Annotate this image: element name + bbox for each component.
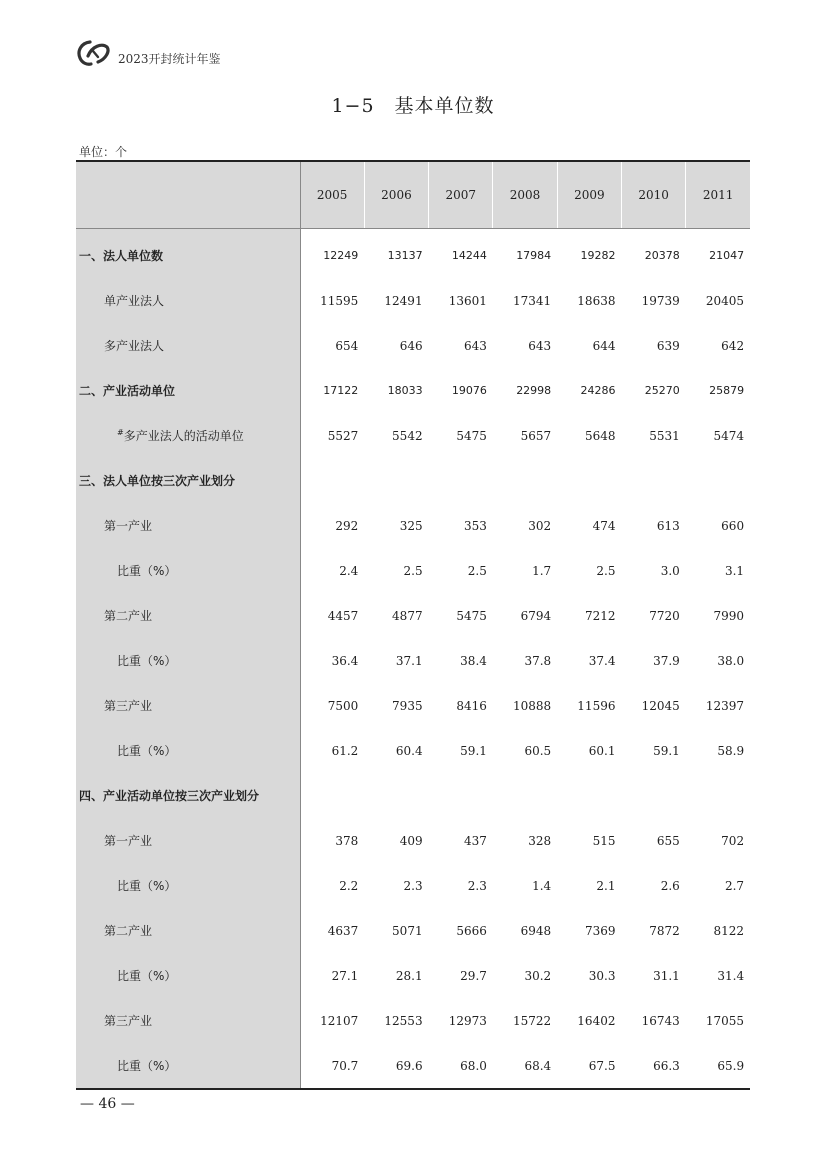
table-cell: 25270 <box>644 384 680 397</box>
table-cell: 4457 <box>327 608 359 623</box>
table-cell: 5527 <box>327 428 359 443</box>
row-label-text: 第一产业 <box>104 519 153 533</box>
table-cell <box>493 458 557 503</box>
row-label-text: 四、产业活动单位按三次产业划分 <box>79 789 260 803</box>
table-cell <box>686 458 750 503</box>
table-cell: 4637 <box>327 923 359 938</box>
year-header-2007: 2007 <box>429 161 493 229</box>
table-cell: 12553 <box>384 1013 423 1028</box>
year-header-2010: 2010 <box>621 161 685 229</box>
table-cell: 2.7 <box>724 878 745 893</box>
table-cell: 409 <box>399 833 423 848</box>
table-cell: 66.3 <box>621 1043 685 1089</box>
table-cell: 70.7 <box>300 1043 364 1089</box>
table-cell: 60.1 <box>588 743 616 758</box>
row-label <box>76 818 300 863</box>
table-cell: 24286 <box>580 384 616 397</box>
table-cell: 7935 <box>392 698 423 713</box>
table-cell: 474 <box>592 518 616 533</box>
year-header-2005: 2005 <box>300 161 364 229</box>
table-row <box>76 368 750 413</box>
table-cell: 644 <box>592 338 616 353</box>
table-cell: 6794 <box>520 608 552 623</box>
table-cell: 437 <box>463 833 487 848</box>
table-cell: 4877 <box>392 608 423 623</box>
table-cell: 18033 <box>387 384 423 397</box>
table-cell: 292 <box>335 518 359 533</box>
year-header-2011: 2011 <box>686 161 750 229</box>
row-label <box>76 863 300 908</box>
table-cell: 5071 <box>392 923 423 938</box>
row-label <box>76 548 300 593</box>
table-cell: 7990 <box>713 608 745 623</box>
row-label <box>76 368 300 413</box>
table-cell: 12045 <box>641 698 680 713</box>
table-cell <box>364 773 428 818</box>
table-cell: 613 <box>656 518 680 533</box>
page-title: 1−5 基本单位数 <box>331 95 495 117</box>
table-cell: 31.4 <box>717 968 745 983</box>
table-cell: 654 <box>335 338 359 353</box>
table-cell: 7500 <box>327 698 359 713</box>
table-cell: 660 <box>721 518 745 533</box>
year-header-2009: 2009 <box>557 161 621 229</box>
table-cell: 69.6 <box>364 1043 428 1089</box>
table-cell: 8416 <box>456 698 487 713</box>
statistics-table <box>76 160 750 1090</box>
table-cell: 21047 <box>709 249 745 262</box>
table-cell: 20405 <box>705 293 745 308</box>
table-cell: 515 <box>592 833 616 848</box>
table-cell: 3.0 <box>660 563 680 578</box>
row-label-text: 比重（%） <box>117 1059 177 1073</box>
table-cell: 2.3 <box>467 878 487 893</box>
row-label <box>76 323 300 368</box>
table-row <box>76 818 750 863</box>
row-label-text: 比重（%） <box>117 654 177 668</box>
row-label <box>76 1043 300 1089</box>
table-cell: 11595 <box>320 293 359 308</box>
table-cell: 655 <box>656 833 680 848</box>
table-cell: 6948 <box>520 923 552 938</box>
table-cell: 19739 <box>641 293 680 308</box>
table-cell: 2.2 <box>339 878 359 893</box>
table-cell: 5657 <box>520 428 552 443</box>
row-label-text: 第三产业 <box>104 1014 153 1028</box>
table-cell: 5542 <box>392 428 423 443</box>
row-label <box>76 683 300 728</box>
table-cell: 7720 <box>649 608 680 623</box>
table-cell: 36.4 <box>331 653 359 668</box>
table-cell: 5474 <box>713 428 745 443</box>
table-cell: 2.5 <box>403 563 423 578</box>
row-label <box>76 728 300 773</box>
table-cell: 2.6 <box>660 878 680 893</box>
table-cell: 19282 <box>580 249 616 262</box>
table-row <box>76 908 750 953</box>
table-cell: 68.4 <box>493 1043 557 1089</box>
table-cell: 27.1 <box>331 968 359 983</box>
table-row <box>76 503 750 548</box>
table-cell: 7369 <box>584 923 616 938</box>
table-cell: 29.7 <box>460 968 487 983</box>
table-cell: 12973 <box>448 1013 487 1028</box>
table-row <box>76 998 750 1043</box>
row-label <box>76 413 300 458</box>
table-cell: 5475 <box>456 428 487 443</box>
table-cell: 3.1 <box>724 563 745 578</box>
row-label <box>76 278 300 323</box>
table-cell <box>557 773 621 818</box>
table-cell: 16743 <box>641 1013 680 1028</box>
table-cell: 1.7 <box>532 563 552 578</box>
table-cell: 12397 <box>705 698 745 713</box>
table-cell: 643 <box>463 338 487 353</box>
table-cell: 5666 <box>456 923 487 938</box>
table-cell: 22998 <box>516 384 552 397</box>
table-cell: 639 <box>656 338 680 353</box>
table-cell: 378 <box>335 833 359 848</box>
header-title: 2023开封统计年鉴 <box>118 52 221 66</box>
table-cell <box>429 458 493 503</box>
row-label-text: 多产业法人的活动单位 <box>123 429 244 443</box>
table-cell: 20378 <box>644 249 680 262</box>
table-row <box>76 683 750 728</box>
table-cell <box>429 773 493 818</box>
row-label-text: 比重（%） <box>117 744 177 758</box>
table-cell: 2.1 <box>596 878 616 893</box>
table-cell <box>621 773 685 818</box>
table-row <box>76 728 750 773</box>
table-cell: 12107 <box>320 1013 359 1028</box>
year-header-2008: 2008 <box>493 161 557 229</box>
table-cell: 328 <box>528 833 552 848</box>
table-row <box>76 593 750 638</box>
table-cell: 7212 <box>584 608 616 623</box>
table-cell: 38.4 <box>460 653 487 668</box>
row-label-text: 比重（%） <box>117 564 177 578</box>
table-row <box>76 229 750 279</box>
table-cell: 2.4 <box>339 563 359 578</box>
table-cell: 59.1 <box>460 743 487 758</box>
table-cell: 67.5 <box>557 1043 621 1089</box>
yearbook-logo-icon <box>76 38 110 68</box>
row-label-text: 二、产业活动单位 <box>79 384 176 398</box>
table-cell: 17122 <box>323 384 359 397</box>
table-cell <box>557 458 621 503</box>
row-label <box>76 593 300 638</box>
row-label-text: 一、法人单位数 <box>79 249 164 263</box>
table-cell <box>493 773 557 818</box>
table-header-row <box>76 161 750 229</box>
table-cell: 643 <box>528 338 552 353</box>
table-row <box>76 953 750 998</box>
table-cell: 38.0 <box>717 653 745 668</box>
table-cell: 68.0 <box>429 1043 493 1089</box>
row-label-text: 第二产业 <box>104 924 153 938</box>
table-cell: 646 <box>399 338 423 353</box>
table-corner-cell <box>76 161 300 229</box>
table-body <box>76 229 750 1090</box>
table-cell <box>300 773 364 818</box>
table-cell <box>686 773 750 818</box>
table-cell: 37.1 <box>395 653 423 668</box>
table-cell: 28.1 <box>395 968 423 983</box>
row-label <box>76 458 300 503</box>
table-cell <box>364 458 428 503</box>
table-cell: 31.1 <box>653 968 680 983</box>
table-cell: 325 <box>399 518 423 533</box>
row-label <box>76 773 300 818</box>
table-cell: 5648 <box>584 428 616 443</box>
table-cell: 19076 <box>451 384 487 397</box>
table-cell: 5475 <box>456 608 487 623</box>
row-label <box>76 908 300 953</box>
table-cell: 13601 <box>448 293 487 308</box>
table-cell: 30.2 <box>524 968 552 983</box>
page-number: — 46 — <box>80 1096 135 1112</box>
row-label-text: 第二产业 <box>104 609 153 623</box>
table-cell: 10888 <box>513 698 552 713</box>
table-row <box>76 638 750 683</box>
table-cell: 1.4 <box>532 878 552 893</box>
table-row <box>76 1043 750 1089</box>
row-label-text: 比重（%） <box>117 879 177 893</box>
table-row <box>76 278 750 323</box>
table-cell: 60.4 <box>395 743 423 758</box>
unit-label: 单位：个 <box>79 145 128 159</box>
table-cell: 25879 <box>709 384 745 397</box>
table-cell: 37.9 <box>653 653 680 668</box>
table-cell <box>300 458 364 503</box>
table-cell: 17055 <box>705 1013 745 1028</box>
footnote-mark: # <box>117 428 124 437</box>
table-row <box>76 773 750 818</box>
table-cell <box>621 458 685 503</box>
table-cell: 2.3 <box>403 878 423 893</box>
table-cell: 60.5 <box>524 743 552 758</box>
table-row <box>76 413 750 458</box>
row-label-text: 单产业法人 <box>104 294 165 308</box>
table-cell: 642 <box>721 338 745 353</box>
table-row <box>76 458 750 503</box>
table-cell: 15722 <box>513 1013 552 1028</box>
table-cell: 2.5 <box>467 563 487 578</box>
table-cell: 17984 <box>516 249 552 262</box>
table-cell: 30.3 <box>588 968 616 983</box>
table-cell: 37.8 <box>524 653 552 668</box>
table-cell: 702 <box>721 833 745 848</box>
table-cell: 59.1 <box>653 743 680 758</box>
row-label <box>76 503 300 548</box>
row-label-text: 比重（%） <box>117 969 177 983</box>
row-label-text: 三、法人单位按三次产业划分 <box>79 474 236 488</box>
row-label-text: 第一产业 <box>104 834 153 848</box>
table-cell: 37.4 <box>588 653 616 668</box>
table-row <box>76 863 750 908</box>
table-cell: 13137 <box>387 249 423 262</box>
year-header-2006: 2006 <box>364 161 428 229</box>
table-cell: 5531 <box>649 428 680 443</box>
table-cell: 12491 <box>384 293 423 308</box>
table-cell: 14244 <box>451 249 487 262</box>
row-label <box>76 229 300 279</box>
table-cell: 61.2 <box>331 743 359 758</box>
row-label <box>76 998 300 1043</box>
table-cell: 58.9 <box>717 743 745 758</box>
table-cell: 12249 <box>323 249 359 262</box>
table-cell: 16402 <box>577 1013 616 1028</box>
row-label <box>76 638 300 683</box>
table-cell: 8122 <box>713 923 745 938</box>
table-cell: 18638 <box>577 293 616 308</box>
table-cell: 7872 <box>649 923 680 938</box>
table-cell: 65.9 <box>686 1043 750 1089</box>
table-cell: 11596 <box>577 698 616 713</box>
table-cell: 353 <box>463 518 487 533</box>
row-label-text: 第三产业 <box>104 699 153 713</box>
table-cell: 2.5 <box>596 563 616 578</box>
table-cell: 302 <box>528 518 552 533</box>
row-label <box>76 953 300 998</box>
row-label-text: 多产业法人 <box>104 339 165 353</box>
table-cell: 17341 <box>513 293 552 308</box>
table-row <box>76 323 750 368</box>
table-row <box>76 548 750 593</box>
